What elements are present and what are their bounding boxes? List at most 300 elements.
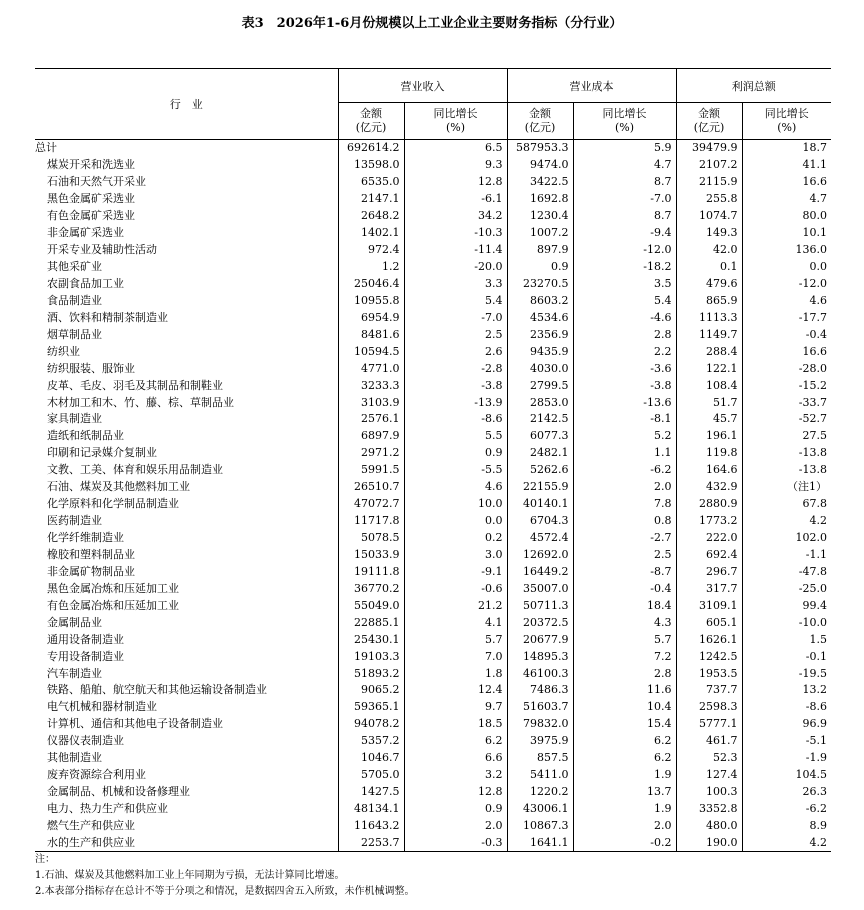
amount-cell: 1773.2 <box>676 513 742 530</box>
amount-cell: 19103.3 <box>338 648 404 665</box>
industry-name: 化学纤维制造业 <box>47 531 124 545</box>
amount-cell: 6535.0 <box>338 174 404 191</box>
growth-cell: 1.1 <box>573 445 676 462</box>
amount-cell: 2115.9 <box>676 174 742 191</box>
amount-cell: 35007.0 <box>507 580 573 597</box>
table-title: 表3 2026年1-6月份规模以上工业企业主要财务指标（分行业） <box>241 16 623 31</box>
amount-cell: 10867.3 <box>507 818 573 835</box>
growth-cell: 2.0 <box>573 818 676 835</box>
table-row <box>35 716 831 733</box>
growth-cell: 2.6 <box>404 343 507 360</box>
growth-cell: -15.2 <box>742 377 831 394</box>
growth-cell: （注1） <box>742 479 831 496</box>
amount-cell: 13598.0 <box>338 157 404 174</box>
growth-cell: 10.1 <box>742 225 831 242</box>
amount-cell: 1427.5 <box>338 784 404 801</box>
table-body <box>35 140 831 852</box>
amount-cell: 8603.2 <box>507 292 573 309</box>
amount-cell: 25430.1 <box>338 631 404 648</box>
amount-cell: 1149.7 <box>676 326 742 343</box>
growth-cell: 1.5 <box>742 631 831 648</box>
growth-cell: -7.0 <box>404 309 507 326</box>
amount-cell: 1626.1 <box>676 631 742 648</box>
amount-cell: 2253.7 <box>338 834 404 851</box>
amount-cell: 149.3 <box>676 225 742 242</box>
amount-cell: 587953.3 <box>507 140 573 157</box>
growth-cell: 0.9 <box>404 801 507 818</box>
industry-header: 行 业 <box>35 69 338 140</box>
amount-cell: 94078.2 <box>338 716 404 733</box>
amount-cell: 5078.5 <box>338 530 404 547</box>
table-row <box>35 834 831 851</box>
table-row <box>35 377 831 394</box>
growth-cell: 4.3 <box>573 614 676 631</box>
amount-cell: 479.6 <box>676 276 742 293</box>
amount-cell: 6077.3 <box>507 428 573 445</box>
amount-cell: 296.7 <box>676 563 742 580</box>
table-row <box>35 191 831 208</box>
amount-cell: 36770.2 <box>338 580 404 597</box>
growth-cell: 0.9 <box>404 445 507 462</box>
table-row <box>35 818 831 835</box>
industry-name: 计算机、通信和其他电子设备制造业 <box>47 717 223 731</box>
amount-cell: 692.4 <box>676 547 742 564</box>
growth-cell: 21.2 <box>404 597 507 614</box>
table-row <box>35 648 831 665</box>
industry-name: 总计 <box>35 141 57 155</box>
amount-cell: 4771.0 <box>338 360 404 377</box>
amount-cell: 1046.7 <box>338 750 404 767</box>
amount-cell: 1242.5 <box>676 648 742 665</box>
table-row <box>35 326 831 343</box>
growth-cell: 3.3 <box>404 276 507 293</box>
amount-cell: 12692.0 <box>507 547 573 564</box>
growth-cell: -0.6 <box>404 580 507 597</box>
note-2: 2.本表部分指标存在总计不等于分项之和情况，是数据四舍五入所致，未作机械调整。 <box>35 886 415 897</box>
amount-cell: 47072.7 <box>338 496 404 513</box>
amount-cell: 2107.2 <box>676 157 742 174</box>
industry-name: 家具制造业 <box>47 412 102 426</box>
growth-cell: 6.2 <box>573 750 676 767</box>
growth-cell: -10.3 <box>404 225 507 242</box>
growth-cell: -52.7 <box>742 411 831 428</box>
amount-header-line2: (亿元) <box>524 121 556 134</box>
amount-cell: 3233.3 <box>338 377 404 394</box>
table-row <box>35 597 831 614</box>
growth-cell: 8.7 <box>573 174 676 191</box>
growth-cell: 13.7 <box>573 784 676 801</box>
amount-cell: 432.9 <box>676 479 742 496</box>
growth-cell: -6.1 <box>404 191 507 208</box>
growth-cell: 0.0 <box>404 513 507 530</box>
growth-cell: 6.2 <box>404 733 507 750</box>
table-row <box>35 665 831 682</box>
growth-cell: 2.5 <box>573 547 676 564</box>
industry-name: 其他采矿业 <box>47 260 102 274</box>
amount-cell: 51893.2 <box>338 665 404 682</box>
growth-cell: 10.0 <box>404 496 507 513</box>
industry-name: 水的生产和供应业 <box>35 834 338 851</box>
growth-cell: 0.0 <box>742 259 831 276</box>
growth-column-header <box>573 103 676 140</box>
industry-name: 石油、煤炭及其他燃料加工业 <box>47 480 190 494</box>
growth-cell: 41.1 <box>742 157 831 174</box>
amount-cell: 1230.4 <box>507 208 573 225</box>
industry-name: 造纸和纸制品业 <box>47 429 124 443</box>
growth-cell: 2.2 <box>573 343 676 360</box>
growth-cell: 3.5 <box>573 276 676 293</box>
amount-cell: 22155.9 <box>507 479 573 496</box>
amount-cell: 288.4 <box>676 343 742 360</box>
table-row <box>35 208 831 225</box>
table-row <box>35 801 831 818</box>
growth-cell: -10.0 <box>742 614 831 631</box>
industry-name: 汽车制造业 <box>47 666 102 680</box>
growth-cell: -8.1 <box>573 411 676 428</box>
industry-name: 金属制品、机械和设备修理业 <box>47 785 190 799</box>
amount-cell: 737.7 <box>676 682 742 699</box>
growth-cell: -25.0 <box>742 580 831 597</box>
amount-cell: 9435.9 <box>507 343 573 360</box>
growth-cell: -13.8 <box>742 445 831 462</box>
growth-cell: 8.7 <box>573 208 676 225</box>
amount-cell: 5262.6 <box>507 462 573 479</box>
growth-cell: 11.6 <box>573 682 676 699</box>
table-row <box>35 547 831 564</box>
amount-column-header <box>338 103 404 140</box>
industry-name: 黑色金属冶炼和压延加工业 <box>47 581 179 595</box>
amount-cell: 14895.3 <box>507 648 573 665</box>
amount-cell: 10955.8 <box>338 292 404 309</box>
growth-cell: -0.3 <box>404 834 507 851</box>
table-row <box>35 428 831 445</box>
profit-header: 利润总额 <box>676 69 831 103</box>
growth-cell: -19.5 <box>742 665 831 682</box>
growth-cell: 4.6 <box>404 479 507 496</box>
amount-cell: 1.2 <box>338 259 404 276</box>
growth-cell: -4.6 <box>573 309 676 326</box>
industry-name: 纺织服装、服饰业 <box>47 361 135 375</box>
amount-cell: 4572.4 <box>507 530 573 547</box>
amount-cell: 2971.2 <box>338 445 404 462</box>
table-row <box>35 225 831 242</box>
growth-cell: -6.2 <box>573 462 676 479</box>
growth-cell: -33.7 <box>742 394 831 411</box>
amount-cell: 119.8 <box>676 445 742 462</box>
industry-name: 橡胶和塑料制品业 <box>47 547 135 561</box>
amount-cell: 222.0 <box>676 530 742 547</box>
industry-name: 石油和天然气开采业 <box>47 175 146 189</box>
growth-cell: -1.9 <box>742 750 831 767</box>
growth-cell: -9.4 <box>573 225 676 242</box>
amount-cell: 3103.9 <box>338 394 404 411</box>
table-row <box>35 682 831 699</box>
amount-cell: 6954.9 <box>338 309 404 326</box>
amount-cell: 2142.5 <box>507 411 573 428</box>
amount-cell: 0.9 <box>507 259 573 276</box>
growth-cell: 102.0 <box>742 530 831 547</box>
amount-cell: 3109.1 <box>676 597 742 614</box>
amount-cell: 122.1 <box>676 360 742 377</box>
amount-cell: 317.7 <box>676 580 742 597</box>
growth-cell: -12.0 <box>742 276 831 293</box>
amount-cell: 25046.4 <box>338 276 404 293</box>
amount-cell: 48134.1 <box>338 801 404 818</box>
growth-cell: 67.8 <box>742 496 831 513</box>
amount-cell: 23270.5 <box>507 276 573 293</box>
notes <box>35 852 415 900</box>
table-row <box>35 513 831 530</box>
growth-cell: 4.7 <box>573 157 676 174</box>
amount-cell: 7486.3 <box>507 682 573 699</box>
growth-cell: -20.0 <box>404 259 507 276</box>
amount-header-line2: (亿元) <box>693 121 725 134</box>
revenue-header: 营业收入 <box>338 69 507 103</box>
amount-cell: 692614.2 <box>338 140 404 157</box>
amount-cell: 461.7 <box>676 733 742 750</box>
amount-cell: 50711.3 <box>507 597 573 614</box>
growth-cell: 6.5 <box>404 140 507 157</box>
table-row <box>35 292 831 309</box>
amount-cell: 52.3 <box>676 750 742 767</box>
growth-cell: 2.5 <box>404 326 507 343</box>
growth-cell: 5.9 <box>573 140 676 157</box>
amount-cell: 8481.6 <box>338 326 404 343</box>
amount-cell: 605.1 <box>676 614 742 631</box>
amount-cell: 40140.1 <box>507 496 573 513</box>
table-row <box>35 784 831 801</box>
growth-cell: 4.7 <box>742 191 831 208</box>
amount-cell: 2482.1 <box>507 445 573 462</box>
industry-name: 化学原料和化学制品制造业 <box>47 497 179 511</box>
amount-cell: 1113.3 <box>676 309 742 326</box>
growth-cell: -13.8 <box>742 462 831 479</box>
growth-header-line1: 同比增长 <box>433 107 478 120</box>
growth-cell: 16.6 <box>742 343 831 360</box>
industry-name: 有色金属冶炼和压延加工业 <box>47 598 179 612</box>
growth-cell: 12.4 <box>404 682 507 699</box>
industry-name: 有色金属矿采选业 <box>47 209 135 223</box>
growth-cell: 6.2 <box>573 733 676 750</box>
growth-cell: 0.8 <box>573 513 676 530</box>
table-row <box>35 140 831 157</box>
growth-cell: 16.6 <box>742 174 831 191</box>
growth-cell: -47.8 <box>742 563 831 580</box>
amount-header-line1: 金额 <box>360 107 382 120</box>
amount-header-line2: (亿元) <box>355 121 387 134</box>
amount-cell: 5991.5 <box>338 462 404 479</box>
growth-cell: -28.0 <box>742 360 831 377</box>
growth-header-line2: (%) <box>445 121 466 134</box>
growth-cell: -8.6 <box>742 699 831 716</box>
amount-cell: 1692.8 <box>507 191 573 208</box>
growth-cell: -1.1 <box>742 547 831 564</box>
growth-cell: -0.1 <box>742 648 831 665</box>
amount-cell: 3975.9 <box>507 733 573 750</box>
amount-cell: 480.0 <box>676 818 742 835</box>
table-row <box>35 563 831 580</box>
growth-cell: 9.7 <box>404 699 507 716</box>
growth-cell: 15.4 <box>573 716 676 733</box>
growth-cell: 5.4 <box>404 292 507 309</box>
amount-column-header <box>507 103 573 140</box>
table-row <box>35 614 831 631</box>
industry-name: 非金属矿采选业 <box>47 226 124 240</box>
growth-cell: 7.0 <box>404 648 507 665</box>
amount-cell: 39479.9 <box>676 140 742 157</box>
amount-cell: 2576.1 <box>338 411 404 428</box>
amount-cell: 43006.1 <box>507 801 573 818</box>
amount-cell: 15033.9 <box>338 547 404 564</box>
growth-cell: -3.8 <box>404 377 507 394</box>
growth-cell: -8.7 <box>573 563 676 580</box>
industry-name: 皮革、毛皮、羽毛及其制品和制鞋业 <box>47 378 223 392</box>
amount-cell: 3422.5 <box>507 174 573 191</box>
growth-cell: 7.8 <box>573 496 676 513</box>
growth-cell: -0.2 <box>573 834 676 851</box>
growth-cell: 12.8 <box>404 174 507 191</box>
growth-cell: 18.7 <box>742 140 831 157</box>
amount-cell: 5705.0 <box>338 767 404 784</box>
growth-cell: -17.7 <box>742 309 831 326</box>
amount-cell: 20372.5 <box>507 614 573 631</box>
amount-cell: 5777.1 <box>676 716 742 733</box>
amount-cell: 1007.2 <box>507 225 573 242</box>
growth-cell: -11.4 <box>404 242 507 259</box>
amount-cell: 19111.8 <box>338 563 404 580</box>
amount-cell: 2598.3 <box>676 699 742 716</box>
growth-column-header <box>742 103 831 140</box>
amount-cell: 42.0 <box>676 242 742 259</box>
amount-cell: 10594.5 <box>338 343 404 360</box>
industry-name: 木材加工和木、竹、藤、棕、草制品业 <box>47 395 234 409</box>
amount-cell: 6704.3 <box>507 513 573 530</box>
table-row <box>35 767 831 784</box>
amount-cell: 857.5 <box>507 750 573 767</box>
growth-cell: 80.0 <box>742 208 831 225</box>
growth-cell: -5.1 <box>742 733 831 750</box>
growth-cell: 1.9 <box>573 767 676 784</box>
amount-cell: 11643.2 <box>338 818 404 835</box>
growth-cell: 5.7 <box>404 631 507 648</box>
industry-name: 金属制品业 <box>47 615 102 629</box>
industry-name: 铁路、船舶、航空航天和其他运输设备制造业 <box>47 683 267 697</box>
table-row <box>35 733 831 750</box>
amount-cell: 11717.8 <box>338 513 404 530</box>
growth-cell: 2.0 <box>404 818 507 835</box>
growth-cell: -0.4 <box>573 580 676 597</box>
amount-cell: 2853.0 <box>507 394 573 411</box>
amount-cell: 1402.1 <box>338 225 404 242</box>
notes-label: 注： <box>35 854 55 865</box>
growth-cell: -0.4 <box>742 326 831 343</box>
amount-cell: 26510.7 <box>338 479 404 496</box>
table-row <box>35 462 831 479</box>
growth-cell: 4.2 <box>742 834 831 851</box>
table-row <box>35 530 831 547</box>
growth-cell: 18.4 <box>573 597 676 614</box>
growth-cell: 9.3 <box>404 157 507 174</box>
growth-cell: 0.2 <box>404 530 507 547</box>
growth-cell: -18.2 <box>573 259 676 276</box>
amount-cell: 164.6 <box>676 462 742 479</box>
growth-cell: 13.2 <box>742 682 831 699</box>
amount-cell: 1074.7 <box>676 208 742 225</box>
amount-cell: 16449.2 <box>507 563 573 580</box>
growth-cell: 8.9 <box>742 818 831 835</box>
amount-cell: 51603.7 <box>507 699 573 716</box>
amount-cell: 255.8 <box>676 191 742 208</box>
growth-cell: 3.0 <box>404 547 507 564</box>
table-row <box>35 411 831 428</box>
industry-name: 印刷和记录媒介复制业 <box>47 446 157 460</box>
table-row <box>35 479 831 496</box>
growth-cell: 4.2 <box>742 513 831 530</box>
amount-cell: 46100.3 <box>507 665 573 682</box>
financial-indicators-table <box>35 68 831 852</box>
amount-cell: 59365.1 <box>338 699 404 716</box>
amount-cell: 20677.9 <box>507 631 573 648</box>
growth-cell: -3.6 <box>573 360 676 377</box>
table-row <box>35 174 831 191</box>
industry-name: 食品制造业 <box>47 293 102 307</box>
amount-cell: 0.1 <box>676 259 742 276</box>
growth-cell: -13.6 <box>573 394 676 411</box>
amount-cell: 4534.6 <box>507 309 573 326</box>
growth-header-line1: 同比增长 <box>764 107 809 120</box>
table-row <box>35 242 831 259</box>
growth-cell: 6.6 <box>404 750 507 767</box>
growth-cell: 1.8 <box>404 665 507 682</box>
industry-name: 废弃资源综合利用业 <box>47 768 146 782</box>
industry-name: 医药制造业 <box>47 514 102 528</box>
note-1: 1.石油、煤炭及其他燃料加工业上年同期为亏损，无法计算同比增速。 <box>35 870 345 881</box>
growth-cell: 5.2 <box>573 428 676 445</box>
growth-cell: 5.5 <box>404 428 507 445</box>
industry-name: 开采专业及辅助性活动 <box>47 243 157 257</box>
growth-cell: 99.4 <box>742 597 831 614</box>
table-row <box>35 750 831 767</box>
industry-name: 仪器仪表制造业 <box>47 734 124 748</box>
amount-cell: 2648.2 <box>338 208 404 225</box>
growth-cell: 4.6 <box>742 292 831 309</box>
amount-cell: 3352.8 <box>676 801 742 818</box>
growth-cell: 2.8 <box>573 326 676 343</box>
amount-cell: 45.7 <box>676 411 742 428</box>
table-row <box>35 580 831 597</box>
table-row <box>35 157 831 174</box>
table-row <box>35 631 831 648</box>
amount-cell: 108.4 <box>676 377 742 394</box>
industry-name: 农副食品加工业 <box>47 276 124 290</box>
growth-cell: 2.0 <box>573 479 676 496</box>
growth-cell: 10.4 <box>573 699 676 716</box>
growth-cell: -3.8 <box>573 377 676 394</box>
industry-name: 其他制造业 <box>47 751 102 765</box>
amount-cell: 972.4 <box>338 242 404 259</box>
growth-cell: 18.5 <box>404 716 507 733</box>
table-row <box>35 276 831 293</box>
amount-cell: 6897.9 <box>338 428 404 445</box>
growth-cell: -2.7 <box>573 530 676 547</box>
growth-cell: 27.5 <box>742 428 831 445</box>
amount-cell: 79832.0 <box>507 716 573 733</box>
growth-cell: -12.0 <box>573 242 676 259</box>
amount-cell: 9065.2 <box>338 682 404 699</box>
growth-cell: 26.3 <box>742 784 831 801</box>
industry-name: 电力、热力生产和供应业 <box>47 802 168 816</box>
amount-cell: 897.9 <box>507 242 573 259</box>
